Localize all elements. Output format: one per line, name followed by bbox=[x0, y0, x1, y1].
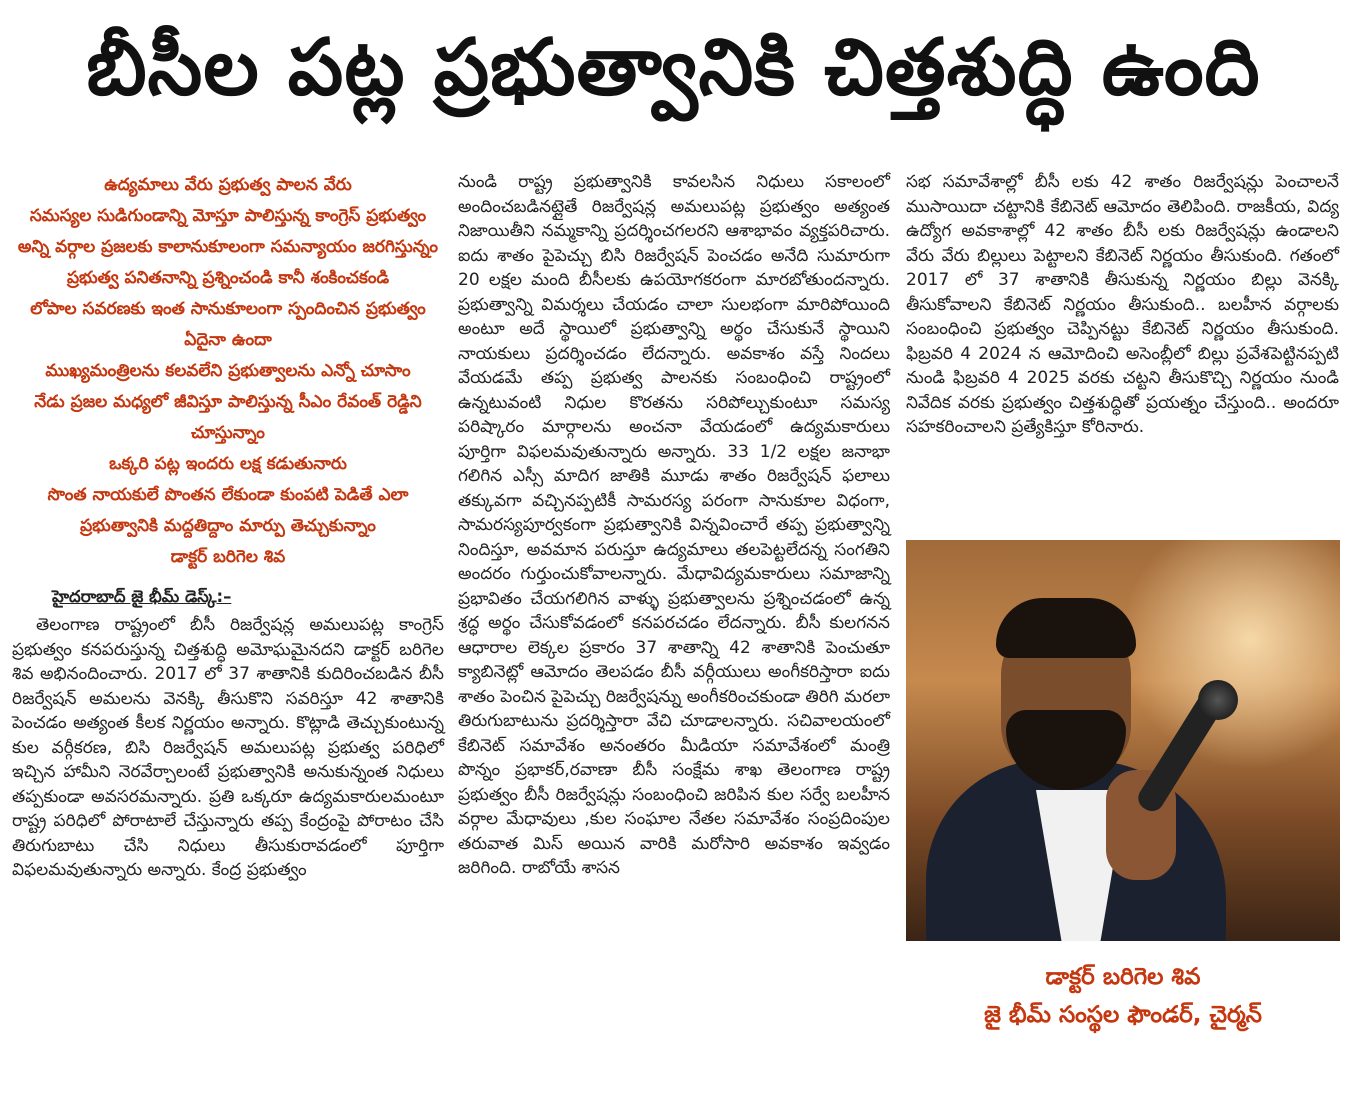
article-body-col1: తెలంగాణ రాష్ట్రంలో బీసీ రిజర్వేషన్ల అమలుపట్ల కాంగ్రెస్ ప్రభుత్వం కనపరుస్తున్న చిత్తశుద్ధి అమోఘమైనదని డాక్టర్ బరిగెల శివ అభినందించారు. 2017 లో 37 శాతానికి కుదిరించబడిన బీసీ రిజర్వేషన్ అమలను వెనక్కి తీసుకొని సవరిస్తూ 42 శాతానికి పెంచడం అత్యంత కీలక నిర్ణయం అన్నారు. కొట్లాడి తెచ్చుకుంటున్న కుల వర్గీకరణ, బిసి రిజర్వేషన్ అమలుపట్ల ప్రభుత్వ పరిధిలో ఇచ్చిన హామీని నెరవేర్చాలంటే ప్రభుత్వానికి అనుకున్నంత నిధులు తప్పకుండా అవసరమన్నారు. ప్రతి ఒక్కరూ ఉద్యమకారులమంటూ రాష్ట్ర పరిధిలో పోరాటాలే చేస్తున్నారు తప్ప కేంద్రంపై పోరాటం చేసి తిరుగుబాటు చేసి నిధులు తీసుకురావడంలో పూర్తిగా విఫలమవుతున్నారు అన్నారు. కేంద్ర ప్రభుత్వం bbox=[12, 615, 444, 880]
pull-quote: నేడు ప్రజల మధ్యలో జీవిస్తూ పాలిస్తున్న సీఎం రేవంత్ రెడ్డిని చూస్తున్నాం bbox=[34, 392, 422, 443]
speaker-photo bbox=[906, 540, 1340, 941]
article-body-col3: సభ సమావేశాల్లో బీసీ లకు 42 శాతం రిజర్వేషన్లు పెంచాలనే ముసాయిదా చట్టానికి కేబినెట్ ఆమోదం తెలిపింది. రాజకీయ, విద్య ఉద్యోగ అవకాశాల్లో 42 శాతం బీసీ లకు రిజర్వేషన్లు ఉండాలని వేరు వేరు బిల్లులు పెట్టాలని కేబినెట్ నిర్ణయం తీసుకుంది. గతంలో 2017 లో 37 శాతానికి తీసుకున్న నిర్ణయం బిల్లు వెనక్కి తీసుకోవాలని కేబినెట్ నిర్ణయం తీసుకుంది.. బలహీన వర్గాలకు సంబంధించి ప్రభుత్వం చెప్పినట్టు కేబినెట్ నిర్ణయం తీసుకుంది. ఫిబ్రవరి 4 2024 న ఆమోదించి అసెంబ్లీలో బిల్లు ప్రవేశపెట్టినప్పటి నుండి ఫిబ్రవరి 4 2025 వరకు చట్టని తీసుకొచ్చి నిర్ణయం నుండి నివేదిక వరకు ప్రభుత్వం చిత్తశుద్ధితో ప్రయత్నం చేస్తుంది.. అందరూ సహకరించాలని ప్రత్యేకిస్తూ కోరినారు. bbox=[906, 172, 1339, 437]
pull-quotes bbox=[12, 170, 444, 573]
dateline: హైదరాబాద్ జై భీమ్ డెస్క్:– bbox=[52, 587, 232, 606]
microphone-head bbox=[1198, 680, 1238, 720]
pull-quote: ముఖ్యమంత్రిలను కలవలేని ప్రభుత్వాలను ఎన్నో చూసాం bbox=[45, 361, 411, 381]
pull-quote-author: డాక్టర్ బరిగెల శివ bbox=[170, 547, 286, 567]
headline: బీసీల పట్ల ప్రభుత్వానికి చిత్తశుద్ధి ఉంది bbox=[86, 23, 1261, 113]
caption-title: జై భీమ్ సంస్థల ఫౌండర్, చైర్మన్ bbox=[984, 1002, 1262, 1028]
pull-quote: సమస్యల సుడిగుండాన్ని మోస్తూ పాలిస్తున్న కాంగ్రెస్ ప్రభుత్వం bbox=[29, 206, 427, 226]
column-1 bbox=[12, 170, 444, 883]
pull-quote: ప్రభుత్వానికి మద్దతిద్దాం మార్పు తెచ్చుకున్నాం bbox=[80, 516, 376, 536]
pull-quote: అన్ని వర్గాల ప్రజలకు కాలానుకూలంగా సమన్యాయం జరగిస్తున్నం bbox=[17, 237, 439, 257]
column-2 bbox=[458, 170, 890, 881]
pull-quote: ఒక్కరి పట్ల ఇందరు లక్ష కడుతునారు bbox=[109, 454, 347, 474]
column-3 bbox=[906, 170, 1339, 440]
pull-quote: ఉద్యమాలు వేరు ప్రభుత్వ పాలన వేరు bbox=[104, 175, 352, 195]
caption-name: డాక్టర్ బరిగెల శివ bbox=[1045, 964, 1201, 990]
photo-hair bbox=[996, 598, 1136, 658]
pull-quote: లోపాల సవరణకు ఇంత సానుకూలంగా స్పందించిన ప్రభుత్వం ఏదైనా ఉందా bbox=[30, 299, 426, 350]
pull-quote: ప్రభుత్వ పనితనాన్ని ప్రశ్నించండి కానీ శంకించకండి bbox=[66, 268, 390, 288]
photo-light bbox=[1120, 540, 1340, 770]
pull-quote: సొంత నాయకులే పొంతన లేకుండా కుంపటి పెడితే ఎలా bbox=[47, 485, 409, 505]
article-body-col2: నుండి రాష్ట్ర ప్రభుత్వానికి కావలసిన నిధులు సకాలంలో అందించబడినట్లైతే రిజర్వేషన్ల అమలుపట్ల ప్రభుత్వం అత్యంత నిజాయితీని నమ్మకాన్ని ప్రదర్శించగలరని ఆశాభావం వ్యక్తపరిచారు. ఐదు శాతం పైపెచ్చు బిసి రిజర్వేషన్ పెంచడం అనేది సుమారుగా 20 లక్షల మంది బీసీలకు ఉపయోగకరంగా మారబోతుందన్నారు. ప్రభుత్వాన్ని విమర్శలు చేయడం చాలా సులభంగా మారిపోయింది అంటూ అదే స్థాయిలో ప్రభుత్వాన్ని అర్థం చేసుకునే స్థాయిని నాయకులు ప్రదర్శించడం లేదన్నారు. అవకాశం వస్తే నిందలు వేయడమే తప్ప ప్రభుత్వ పాలనకు సంబంధించి రాష్ట్రంలో ఉన్నటువంటి నిధుల కొరతను సరిపోల్చుకుంటూ సమస్య పరిష్కారం మార్గాలను అంచనా వేయడంలో ఉద్యమకారులు పూర్తిగా విఫలమవుతున్నారు అన్నారు. 33 1/2 లక్షల జనాభా గలిగిన ఎస్సీ మాదిగ జాతికి మూడు శాతం రిజర్వేషన్ ఫలాలు తక్కువగా వచ్చినప్పటికీ సామరస్య పరంగా సానుకూల విధంగా, సామరస్యపూర్వకంగా ప్రభుత్వానికి విన్నవించారే తప్ప ప్రభుత్వాన్ని నిందిస్తూ, అవమాన పరుస్తూ ఉద్యమాలు తలపెట్టలేదన్న సంగతిని అందరం గుర్తుంచుకోవాలన్నారు. మేధావిద్యమకారులు సమాజాన్ని ప్రభావితం చేయగలిగిన వాళ్ళు ప్రభుత్వాలను ప్రశ్నించడంలో ఉన్న శ్రద్ధ అర్థం చేసుకోవడంలో కనపరచడం లేదన్నారు. బీసీ కులగనన ఆధారాల లెక్కల ప్రకారం 37 శాతాన్ని 42 శాతానికి పెంచుతూ క్యాబినెట్లో ఆమోదం తెలపడం బీసీ వర్గీయులు అంగీకరిస్తారా ఐదు శాతం పెంచిన పైపెచ్చు రిజర్వేషన్ను అంగీకరించకుండా తిరిగి మరలా తిరుగుబాటును ప్రదర్శిస్తారా వేచి చూడాలన్నారు. సచివాలయంలో కేబినెట్ సమావేశం అనంతరం మీడియా సమావేశంలో మంత్రి పొన్నం ప్రభాకర్,రవాణా బీసీ సంక్షేమ శాఖ తెలంగాణ రాష్ట్ర ప్రభుత్వం బీసీ రిజర్వేషన్లు సంబంధించి జరిపిన కుల సర్వే బలహీన వర్గాల మేధావులు ,కుల సంఘాల నేతల సమావేశం సంప్రదింపుల తరువాత మిస్ అయిన వారికి మరోసారి అవకాశం ఇవ్వడం జరిగింది. రాబోయే శాసన bbox=[458, 172, 890, 878]
photo-caption bbox=[906, 958, 1340, 1034]
